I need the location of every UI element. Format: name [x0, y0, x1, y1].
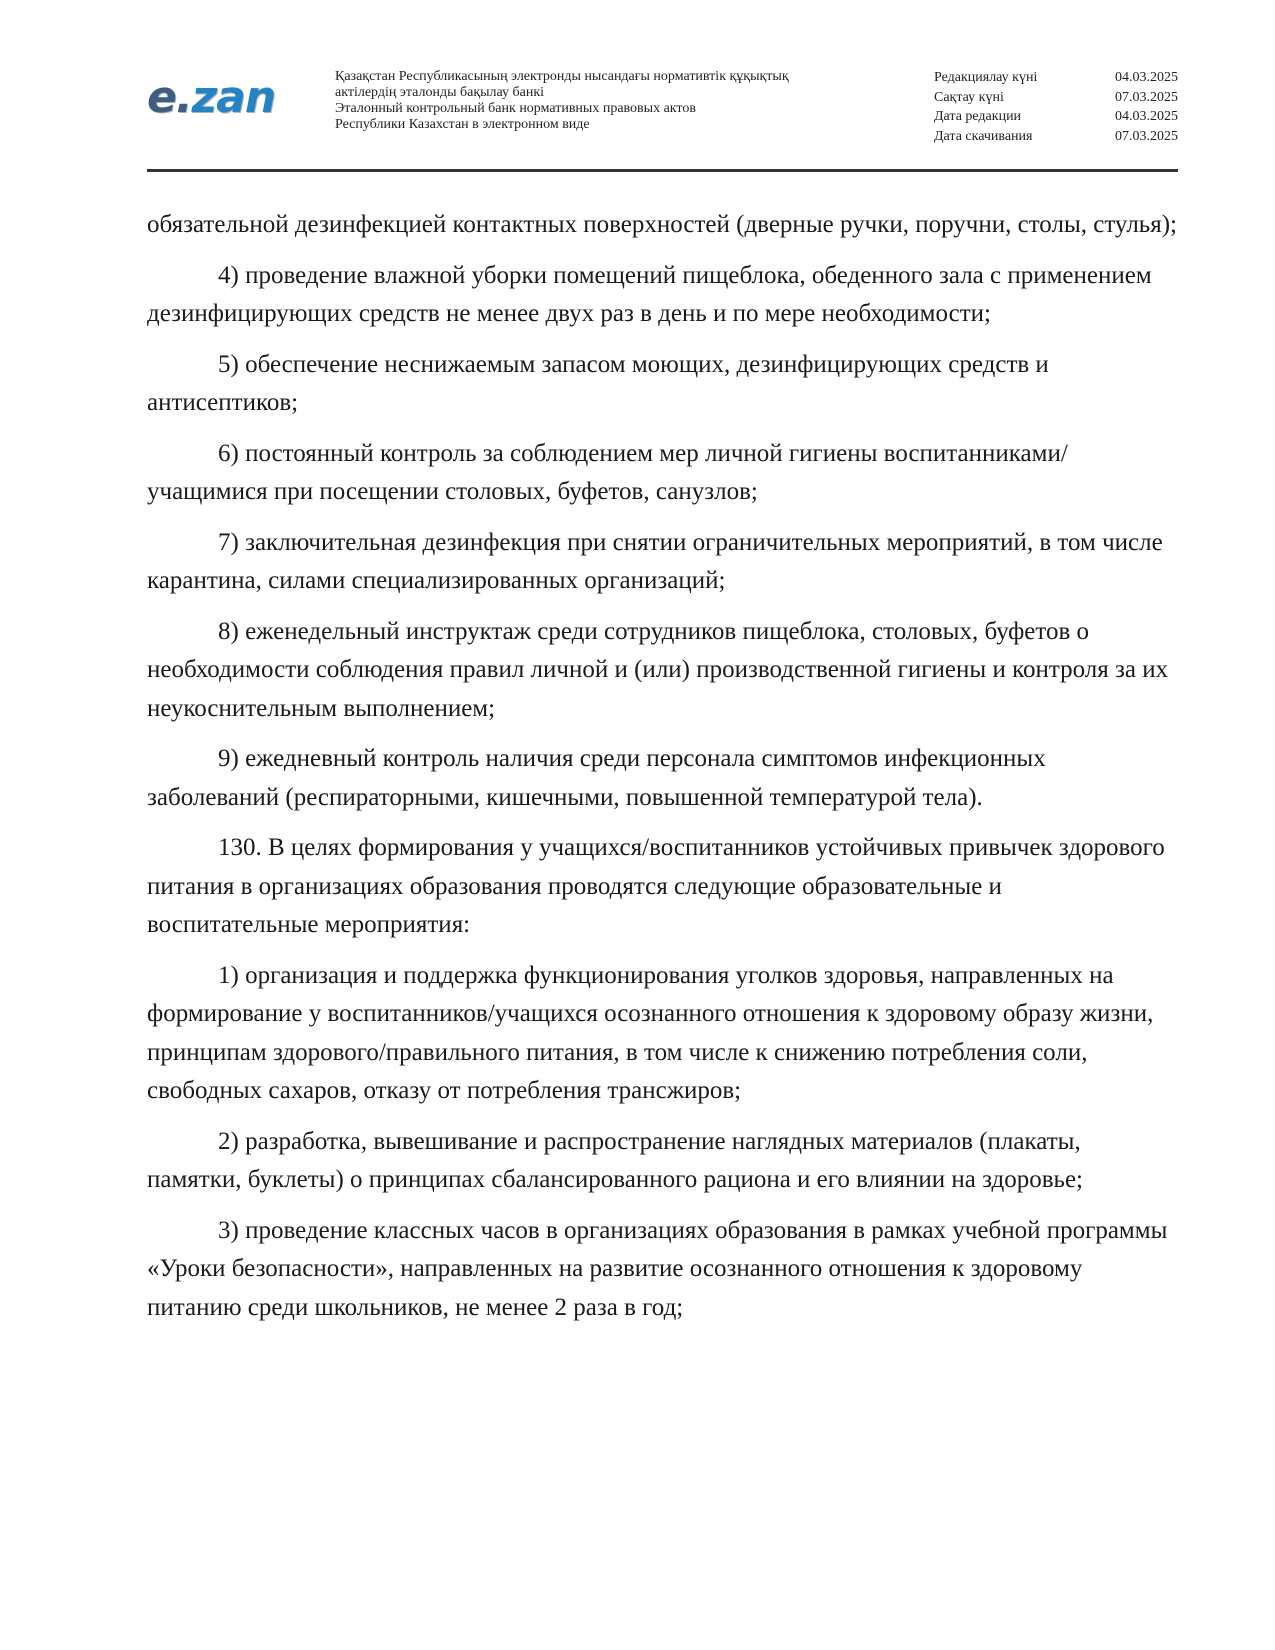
paragraph: 4) проведение влажной уборки помещений пищеблока, обеденного зала с применением дезинфицирующих средств не менее двух раз в день и по мере необходимости;: [147, 261, 1152, 327]
date-label: Редакциялау күні: [934, 70, 1038, 85]
org-line: Эталонный контрольный банк нормативных правовых актов: [335, 101, 696, 116]
paragraph: обязательной дезинфекцией контактных поверхностей (дверные ручки, поручни, столы, стулья);: [147, 211, 1177, 238]
paragraph: 8) еженедельный инструктаж среди сотрудников пищеблока, столовых, буфетов о необходимости соблюдения правил личной и (или) производственной гигиены и контроля за их неукоснительным выполнением;: [147, 617, 1169, 722]
date-row: [934, 127, 1178, 147]
date-value: 04.03.2025: [1115, 109, 1178, 124]
header-divider: [147, 169, 1178, 172]
date-value: 07.03.2025: [1115, 128, 1178, 144]
org-line: Республики Казахстан в электронном виде: [335, 117, 590, 132]
date-row: [934, 68, 1178, 88]
paragraph: 2) разработка, вывешивание и распространение наглядных материалов (плакаты, памятки, буклеты) о принципах сбалансированного рациона и его влиянии на здоровье;: [147, 1127, 1083, 1193]
paragraph: 3) проведение классных часов в организациях образования в рамках учебной программы «Уроки безопасности», направленных на развитие осознанного отношения к здоровому питанию среди школьников, не менее 2 раза в год;: [147, 1216, 1168, 1321]
document-body: [147, 206, 1178, 1339]
org-line: актілердің эталонды бақылау банкі: [335, 85, 545, 100]
header-organization: [335, 69, 895, 133]
org-line: Қазақстан Республикасының электронды нысандағы нормативтік құқықтық: [335, 69, 789, 84]
date-label: Дата скачивания: [934, 128, 1033, 144]
date-row: [934, 88, 1178, 108]
date-label: Сақтау күні: [934, 89, 1004, 105]
paragraph: 9) ежедневный контроль наличия среди персонала симптомов инфекционных заболеваний (респираторными, кишечными, повышенной температурой тела).: [147, 745, 1046, 811]
paragraph: 6) постоянный контроль за соблюдением мер личной гигиены воспитанниками/учащимися при посещении столовых, буфетов, санузлов;: [147, 439, 1068, 505]
header-dates: [934, 68, 1178, 146]
date-value: 07.03.2025: [1115, 89, 1178, 105]
date-label: Дата редакции: [934, 109, 1022, 124]
date-row: [934, 107, 1178, 127]
date-value: 04.03.2025: [1115, 70, 1178, 85]
ezan-logo: e.zan: [147, 72, 276, 123]
paragraph: 5) обеспечение неснижаемым запасом моющих, дезинфицирующих средств и антисептиков;: [147, 350, 1049, 416]
paragraph: 1) организация и поддержка функционирования уголков здоровья, направленных на формирование у воспитанников/учащихся осознанного отношения к здоровому образу жизни, принципам здорового/правильного питания, в том числе к снижению потребления соли, свободных сахаров, отказу от потребления трансжиров;: [147, 961, 1154, 1104]
page-header: [147, 66, 1178, 166]
paragraph: 130. В целях формирования у учащихся/воспитанников устойчивых привычек здорового питания в организациях образования проводятся следующие образовательные и воспитательные мероприятия:: [147, 834, 1165, 938]
paragraph: 7) заключительная дезинфекция при снятии ограничительных мероприятий, в том числе карантина, силами специализированных организаций;: [147, 528, 1163, 594]
